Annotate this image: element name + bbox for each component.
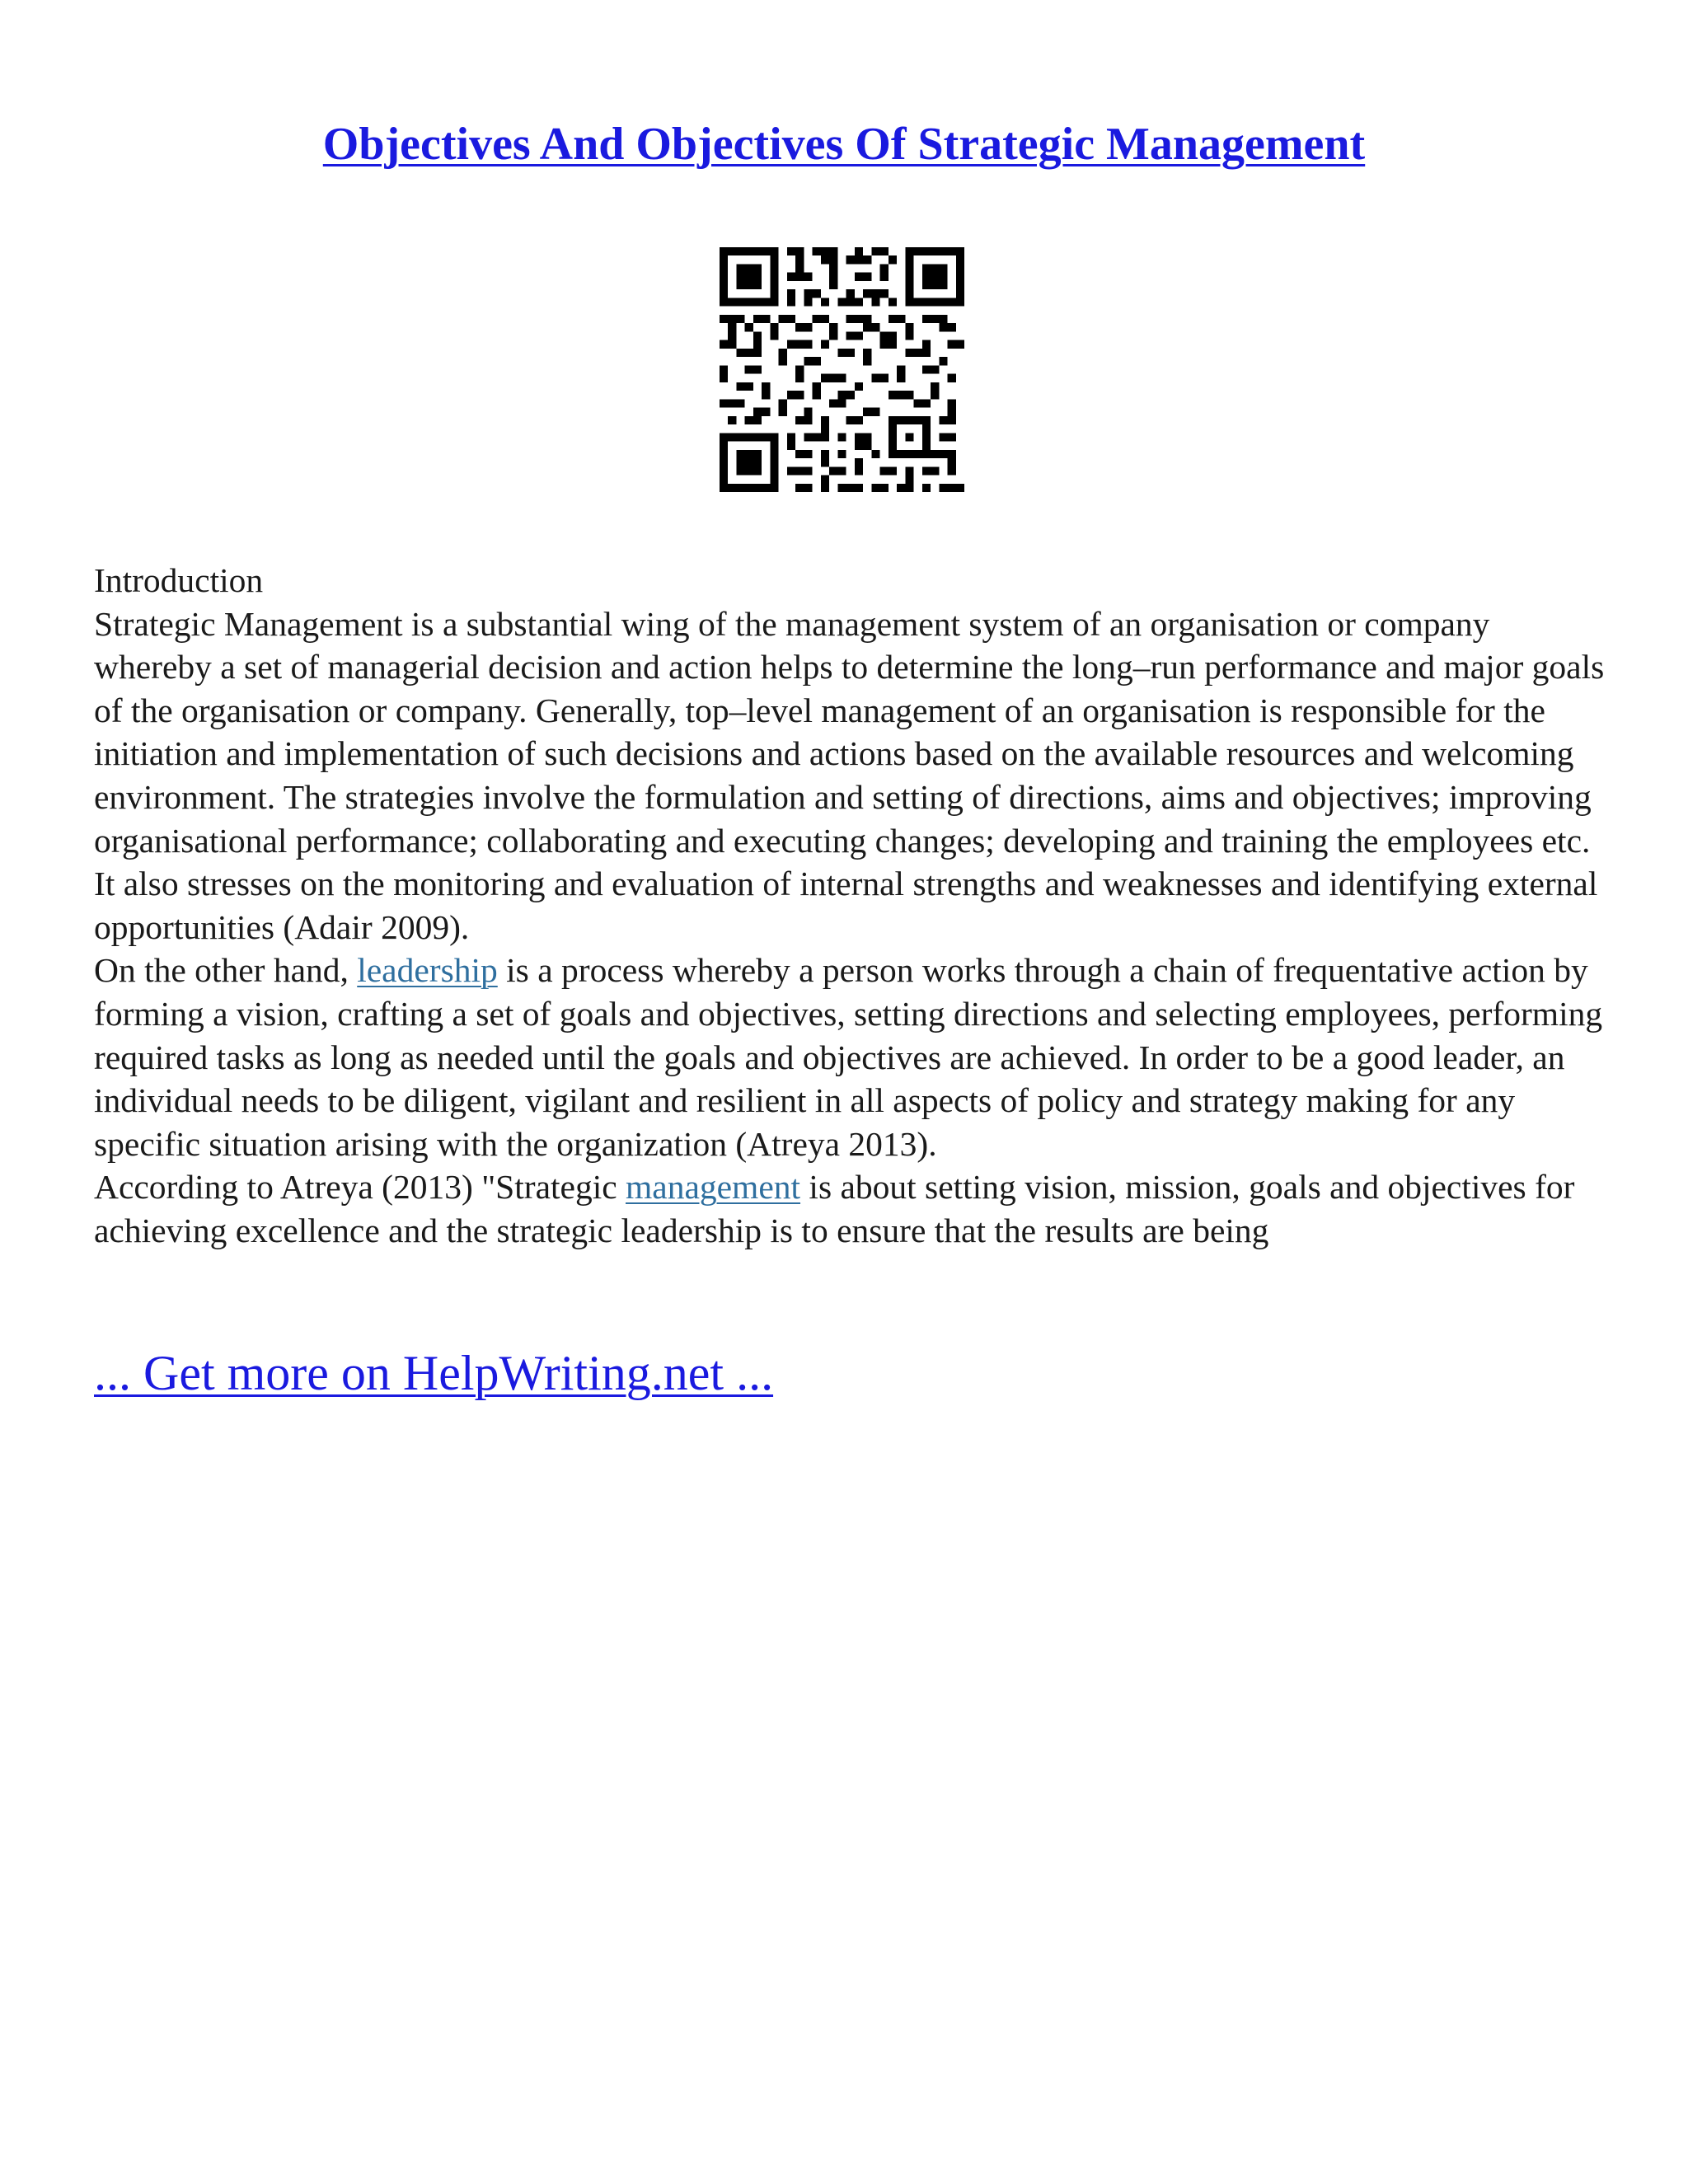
- qr-code-icon: [720, 247, 964, 492]
- more-link-container: [94, 1343, 773, 1403]
- management-link[interactable]: management: [626, 1168, 801, 1207]
- paragraph-atreya-text-start: According to Atreya (2013) "Strategic: [94, 1168, 626, 1207]
- paragraph-leadership-text-start: On the other hand,: [94, 951, 358, 990]
- paragraph-strategic-management: Strategic Management is a substantial wing of the management system of an organisation or company whereby a set of managerial decision and action helps to determine the long–run performance and major goals of the organisation or company. Generally, top–level management of an organisation is responsible for the initiation and implementation of such decisions and actions based on the available resources and welcoming environment. The strategies involve the formulation and setting of directions, aims and objectives; improving organisational performance; collaborating and executing changes; developing and training the employees etc. It also stresses on the monitoring and evaluation of internal strengths and weaknesses and identifying external opportunities (Adair 2009).: [94, 604, 1605, 946]
- leadership-link[interactable]: leadership: [357, 951, 498, 990]
- paragraph-leadership-text-end: is a process whereby a person works through a chain of frequentative action by forming a vision, crafting a set of goals and objectives, setting directions and selecting employees, performing required tasks as long as needed until the goals and objectives are achieved. In order to be a good leader, an individual needs to be diligent, vigilant and resilient in all aspects of policy and strategy making for any specific situation arising with the organization (Atreya 2013).: [94, 951, 1603, 1163]
- paragraph-atreya-text-end: is about setting vision, mission, goals and objectives for achieving excellence and the strategic leadership is to ensure that the results are being: [94, 1168, 1575, 1249]
- paragraph-leadership: [94, 951, 1602, 1162]
- title-link[interactable]: Objectives And Objectives Of Strategic Management: [322, 119, 1366, 170]
- document-title: [0, 115, 1688, 173]
- get-more-link[interactable]: ... Get more on HelpWriting.net ...: [94, 1346, 774, 1400]
- paragraph-atreya: [94, 1168, 1574, 1249]
- document-body: [94, 559, 1611, 1253]
- section-heading: Introduction: [94, 561, 264, 599]
